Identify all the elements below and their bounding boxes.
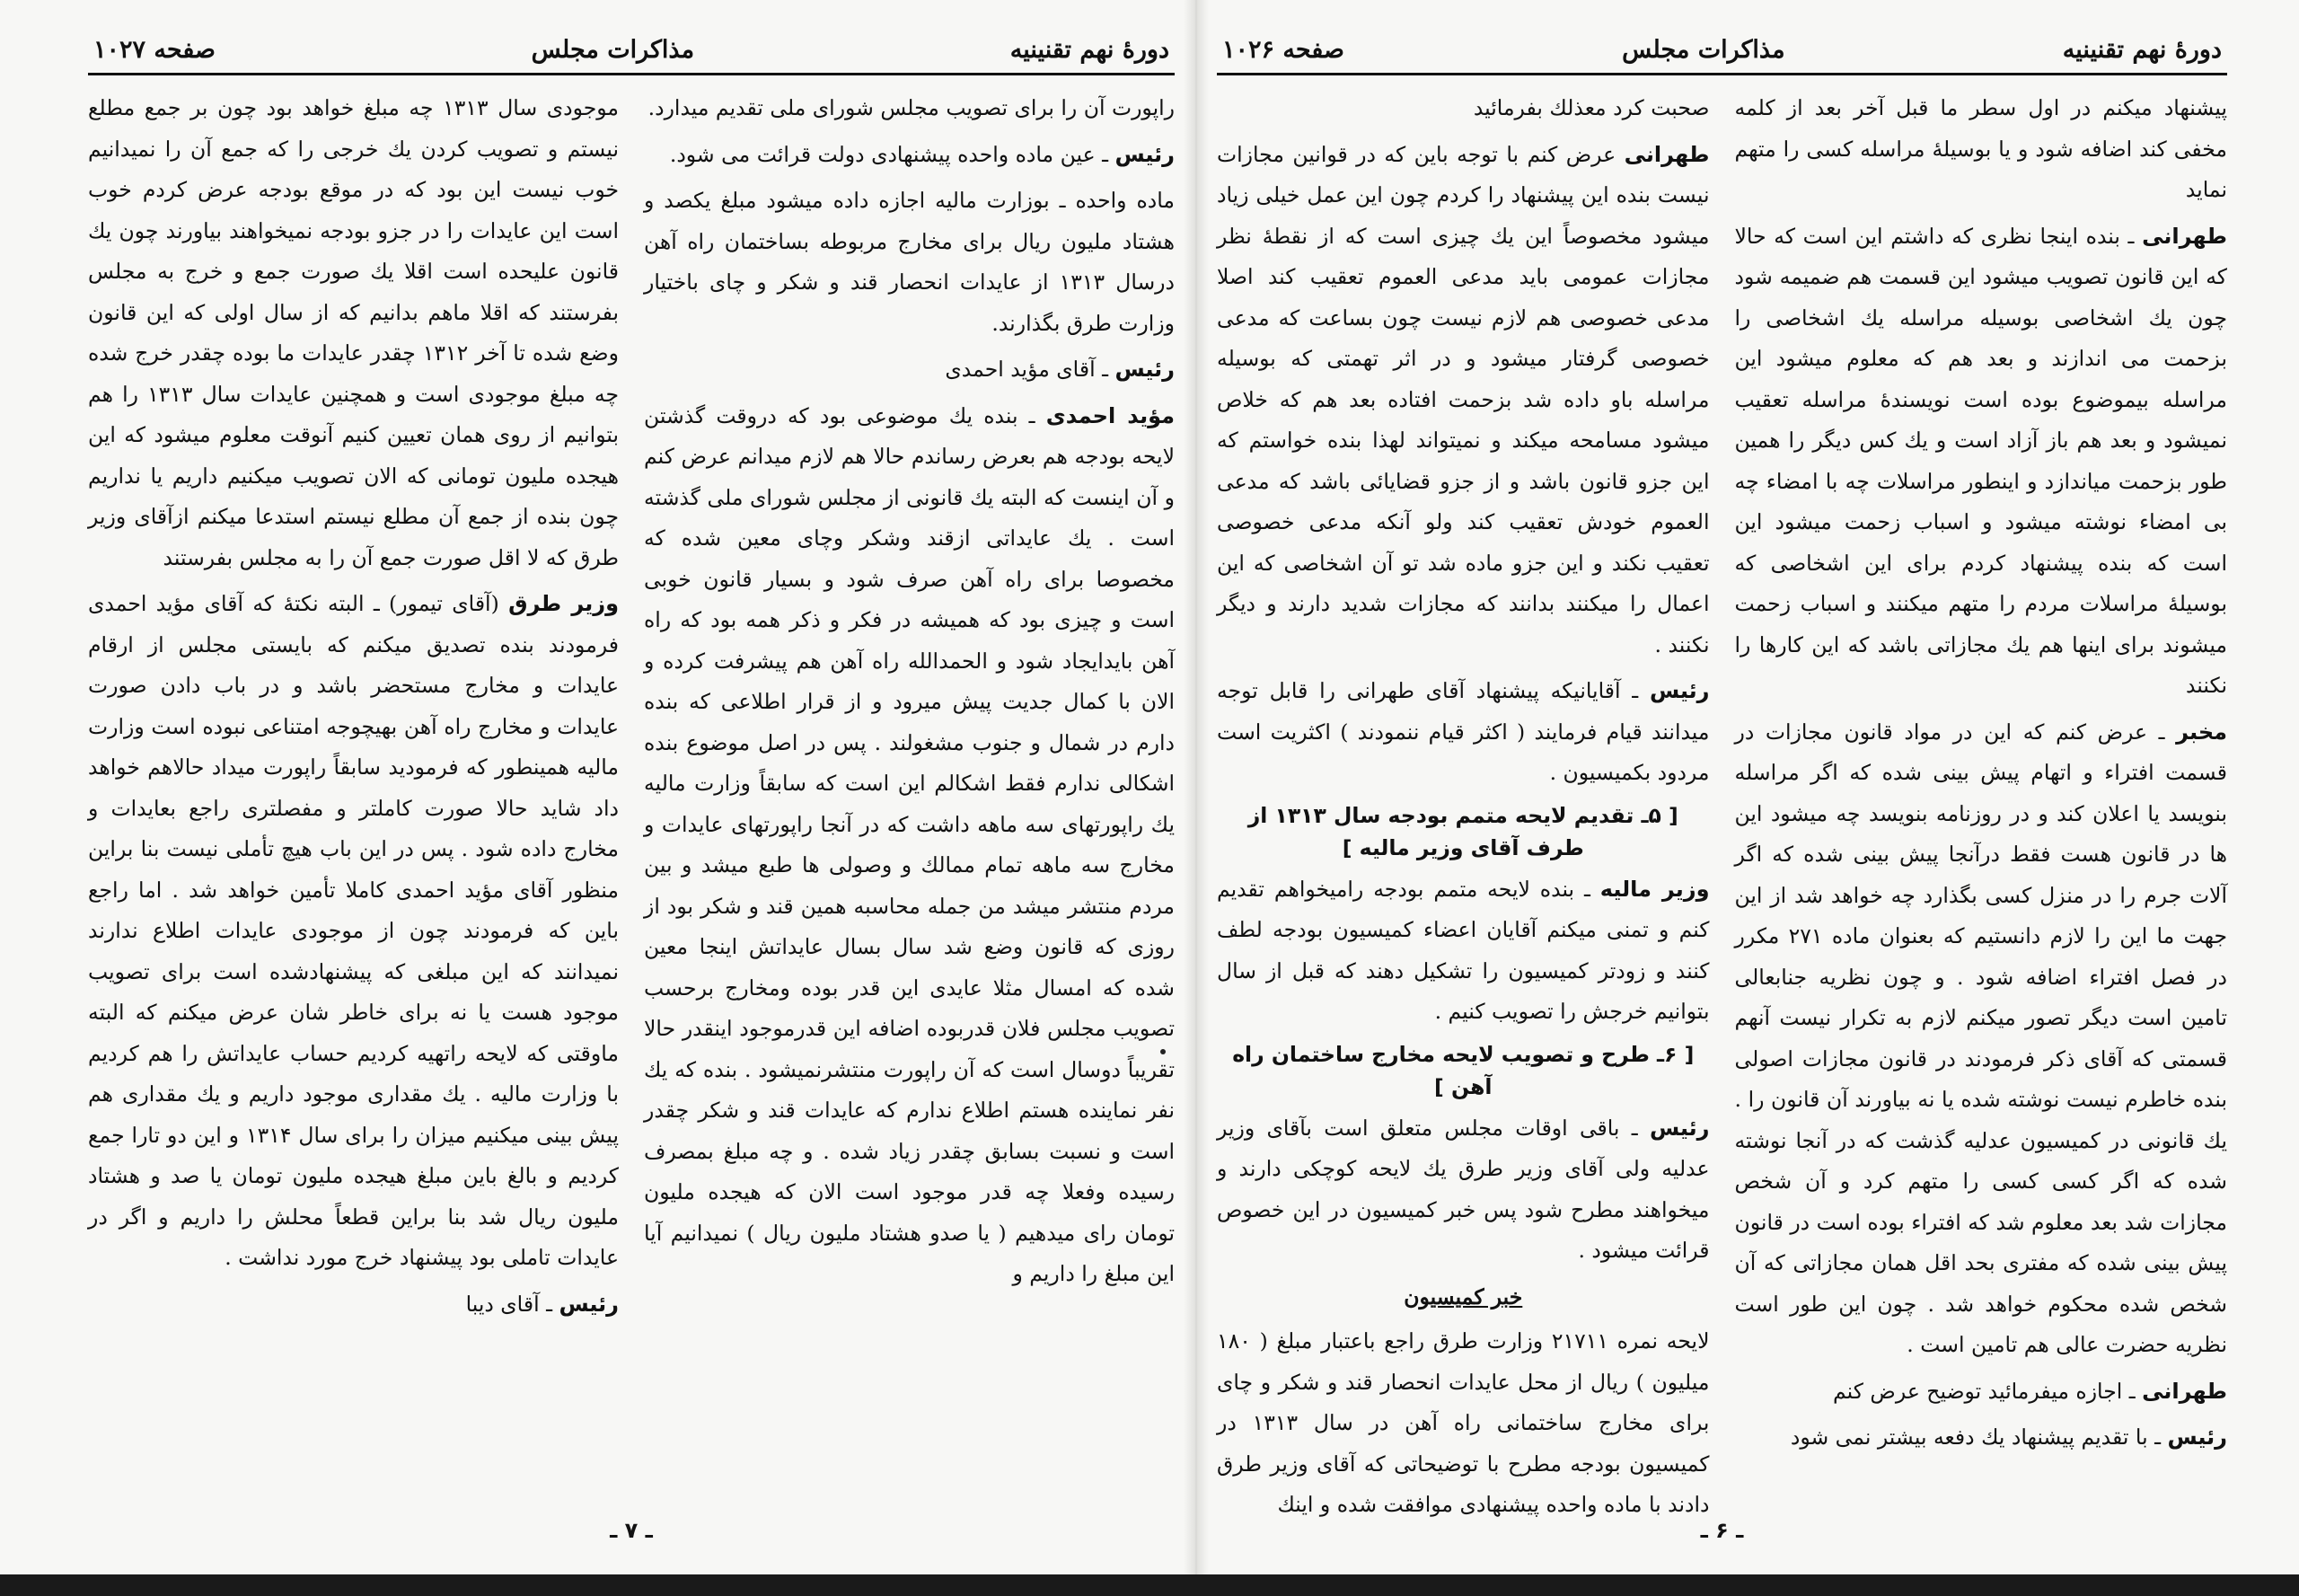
paragraph — [644, 181, 1175, 344]
paragraph-text: ـ عین ماده واحده پیشنهادی دولت قرائت می شود. — [669, 141, 1115, 167]
paragraph — [1735, 1417, 2228, 1459]
speaker-name: رئیس — [1114, 357, 1175, 382]
paragraph — [88, 88, 619, 578]
paragraph-text: پیشنهاد میکنم در اول سطر ما قبل آخر بعد از کلمه مخفی کند اضافه شود و یا بوسیلهٔ مراسله کسی را متهم نماید — [1734, 95, 2227, 202]
speaker-name: رئیس — [1114, 141, 1175, 167]
page-right — [1217, 27, 2227, 1554]
book-gutter — [1184, 0, 1209, 1581]
paragraph-text: (آقای تیمور) ـ البته نکتهٔ که آقای مؤید احمدی فرمودند بنده تصدیق میکنم که بایستی مجلس از ارقام عایدات و مخارج مستحضر باشد و در باب دادن صورت عایدات و مخارج راه آهن بهیچوجه امتناعی نبوده است وزارت مالیه همینطور که فرمودید سابقاً راپورت میداد حالاهم خواهد داد شاید حالا صورت کاملتر و مفصلتری راجع بعایدات و مخارج داده شود . پس در این باب هیچ تأملی نیست بنا براین منظور آقای مؤید احمدی کاملا تأمین خواهد شد . اما راجع باین که فرمودند چون از موجودی عایدات اطلاع ندارند نمیدانند که این مبلغی که پیشنهادشده است برای تصویب موجود هست یا نه برای خاطر شان عرض میکنم که البته ماوقتی که لایحه راتهیه کردیم حساب عایداتش را هم کردیم با وزارت مالیه . یك مقداری موجود داریم و یك مقداری هم پیش بینی میکنیم میزان را برای سال ۱۳۱۴ و این دو تارا جمع کردیم و بالغ باین مبلغ هیجده ملیون تومان یا صد و هشتاد ملیون ریال شد بنا براین قطعاً محلش را داریم و اگر در عایدات تاملی بود پیشنهاد خرج مورد نداشت . — [88, 591, 620, 1270]
paragraph — [88, 1284, 619, 1326]
paragraph — [1217, 869, 1710, 1033]
paragraph-text: صحبت کرد معذلك بفرمائید — [1473, 95, 1710, 120]
page-header — [1217, 27, 2227, 75]
scan-speck — [1160, 1049, 1166, 1054]
paragraph — [1217, 1108, 1710, 1272]
speaker-name: وزیر مالیه — [1599, 876, 1710, 902]
text-columns — [1217, 88, 2227, 1517]
paragraph — [644, 88, 1175, 129]
page-header — [88, 27, 1175, 75]
paragraph-text: ـ بنده اینجا نظری که داشتم این است که حالا که این قانون تصویب میشود این قسمت هم ضمیمه شود چون یك اشخاصی بوسیله مراسله یك اشخاصی را بزحمت می اندازند و بعد هم که معلوم میشود این مراسله بیموضوع بوده است نویسندهٔ مراسله تعقیب نمیشود و بعد هم باز آزاد است و یك کس دیگر را همین طور بزحمت میاندازد و اینطور مراسلات چه با امضاء چه بی امضاء نوشته میشود و اسباب زحمت میشود این است که بنده پیشنهاد کردم برای این اشخاصی که بوسیلهٔ مراسلات مردم را متهم میکنند و اسباب زحمت میشوند برای اینها هم یك مجازاتی باشد که این کارها را نکنند — [1734, 223, 2227, 698]
paragraph — [1217, 88, 1710, 129]
header-title: مذاکرات مجلس — [1622, 36, 1785, 64]
speaker-name: طهرانی — [2142, 223, 2227, 249]
paragraph-text: ـ اجازه میفرمائید توضیح عرض کنم — [1833, 1378, 2143, 1404]
paragraph — [644, 349, 1175, 391]
speaker-name: رئیس — [1649, 1115, 1710, 1141]
speaker-name: رئیس — [559, 1291, 619, 1317]
speaker-name: رئیس — [1649, 678, 1710, 703]
paragraph-text: ـ آقایانیکه پیشنهاد آقای طهرانی را قابل توجه میدانند قیام فرمایند ( اکثر قیام ننمودند ) اکثریت است مردود بکمیسیون . — [1217, 678, 1710, 785]
paragraph-text: موجودی سال ۱۳۱۳ چه مبلغ خواهد بود چون بر جمع مطلع نیستم و تصویب کردن یك خرجی را که جمع آن را نمیدانیم خوب نیست این بود که در موقع بودجه عرض کردم خوب است این عایدات را در جزو بودجه نمیخواهند بیاورند چون یك قانون علیحده است اقلا یك صورت جمع و خرج به مجلس بفرستند که اقلا ماهم بدانیم که از سال اولی که این قانون وضع شده تا آخر ۱۳۱۲ چقدر عایدات ما بوده چقدر خرج شده چه مبلغ موجودی است و همچنین عایدات سال ۱۳۱۳ را هم بتوانیم از روی همان تعیین کنیم آنوقت معلوم میشود که این هیجده ملیون تومانی که الان تصویب میکنیم داریم یا نداریم چون بنده از جمع آن مطلع نیستم استدعا میکنم ازآقای وزیر طرق که لا اقل صورت جمع آن را به مجلس بفرستند — [88, 95, 619, 570]
speaker-name: مؤید احمدی — [1045, 402, 1175, 428]
header-page-number: صفحه ۱۰۲۷ — [93, 36, 216, 64]
section-heading: [ ۶ـ طرح و تصویب لایحه مخارج ساختمان راه آهن ] — [1232, 1041, 1695, 1099]
page-footer-number: ـ ۶ ـ — [1700, 1518, 1744, 1543]
paragraph — [644, 135, 1175, 176]
section-heading: [ ۵ـ تقدیم لایحه متمم بودجه سال ۱۳۱۳ از طرف آقای وزیر مالیه ] — [1247, 802, 1678, 860]
paragraph-text: ـ عرض کنم که این در مواد قانون مجازات در قسمت افتراء و اتهام پیش بینی شده که اگر مراسله بنویسد یا اعلان کند و در روزنامه بنویسد چه میشود این ها در قانون هست فقط درآنجا پیش بینی شده که اگر آلات جرم را در منزل کسی بگذارد چه خواهد شد از این جهت ما این را لازم دانستیم که بعنوان ماده ۲۷۱ مکرر در فصل افتراء اضافه شود . و چون نظریه جنابعالی تامین است دیگر تصور میکنم لازم به تکرار نیست آنهم قسمتی که آقای ذکر فرمودند در قانون مجازات اصولی بنده خاطرم نیست نوشته شده یا نه بیاورند آن قانون را . یك قانونی در کمیسیون عدلیه گذشت که در آنجا نوشته شده که اگر کسی کسی را متهم کرد و آن شخص مجازات شد بعد معلوم شد که افتراء بوده است در قانون پیش بینی شده که مفتری بحد اقل همان مجازاتی که آن شخص شده محکوم خواهد شد . چون این طور است نظریه حضرت عالی هم تامین است . — [1734, 719, 2227, 1357]
paragraph-text: ـ باقی اوقات مجلس متعلق است بآقای وزیر عدلیه ولی آقای وزیر طرق یك لایحه کوچکی دارند و میخواهند مطرح شود پس خبر کمیسیون در این خصوص قرائت میشود . — [1217, 1115, 1710, 1263]
page-left — [88, 27, 1175, 1554]
scan-bottom-edge — [0, 1574, 2299, 1596]
paragraph — [1735, 88, 2228, 211]
speaker-name: طهرانی — [2142, 1378, 2227, 1404]
header-session: دورهٔ نهم تقنینیه — [1009, 36, 1169, 64]
paragraph — [1217, 671, 1710, 794]
speaker-name: مخبر — [2176, 719, 2227, 745]
paragraph-text: لایحه نمره ۲۱۷۱۱ وزارت طرق راجع باعتبار مبلغ ( ۱۸۰ میلیون ) ریال از محل عایدات انحصار قند و شکر و چای برای مخارج ساختمانی راه آهن در سال ۱۳۱۳ در کمیسیون بودجه مطرح با توضیحاتی که آقای وزیر طرق دادند با ماده واحده پیشنهادی موافقت شده و اینك — [1217, 1328, 1710, 1517]
subheading: خبر کمیسیون — [1404, 1283, 1523, 1309]
paragraph-text: ـ بنده یك موضوعی بود که دروقت گذشتن لایحه بودجه هم بعرض رساندم حالا هم لازم میدانم عرض کنم و آن اینست که البته یك قانونی از مجلس شورای ملی گذشته است . یك عایداتی ازقند وشکر وچای معین شده که مخصوصا برای راه آهن صرف شود و بسیار قانون خوبی است و چیزی بود که همیشه در فکر و ذکر همه بود که راه آهن بایدایجاد شود و الحمدالله راه آهن هم پیشرفت کرده و الان با کمال جدیت پیش میرود و از قرار اطلاعی که بنده دارم در شمال و جنوب مشغولند . پس در اصل موضوع بنده اشکالی ندارم فقط اشکالم این است که سابقاً وزارت مالیه یك راپورتهای سه ماهه داشت که در آنجا راپورتهای عایدات و مخارج سه ماهه تمام ممالك و وصولی ها طبع میشد و بین مردم منتشر میشد من جمله محاسبه همین قند و شکر بود از روزی که قانون وضع شد سال بسال عایداتش اینجا معین شده که امسال مثلا عایدی این قدر بوده ومخارج برحسب تصویب مجلس فلان قدربوده اضافه این قدرموجود اینقدر حالا تقریباً دوسال است که آن راپورت منتشرنمیشود . بنده که یك نفر نماینده هستم اطلاع ندارم که عایدات قند و شکر چقدر است و نسبت بسابق چقدر زیاد شده . و چه مبلغ بمصرف رسیده وفعلا چه قدر موجود است الان که هیجده ملیون تومان رای میدهیم ( یا صدو هشتاد ملیون ریال ) نمیدانیم آیا این مبلغ را داریم و — [644, 402, 1175, 1286]
paragraph-text: عرض کنم با توجه باین که در قوانین مجازات نیست بنده این پیشنهاد را کردم چون این عمل خیلی زیاد میشود مخصوصاً این یك چیزی است که از نقطهٔ نظر مجازات عمومی باید مدعی العموم تعقیب کند اصلا مدعی خصوصی هم لازم نیست چون بساعت که مدعی خصوصی گرفتار میشود و در اثر تهمتی که بوسیله مراسله باو داده شد بزحمت افتاده بعد هم که خلاص میشود مسامحه میکند و نمیتواند لهذا بنده خواستم که این جزو قانون باشد و از جزو قضایائی باشد که مدعی العموم خودش تعقیب کند ولو آنکه مدعی خصوصی تعقیب نکند و این جزو ماده شد تو آن اشخاصی که این اعمال را میکنند بدانند که مجازات شدید دارند و دیگر نکنند . — [1217, 141, 1710, 657]
paragraph — [1735, 1371, 2228, 1413]
speaker-name: طهرانی — [1624, 141, 1710, 167]
paragraph-text: ـ با تقدیم پیشنهاد یك دفعه بیشتر نمی شود — [1790, 1424, 2168, 1450]
column-left — [88, 88, 619, 1500]
paragraph-text: ـ آقای دیبا — [465, 1291, 559, 1317]
header-session: دورهٔ نهم تقنینیه — [2062, 36, 2222, 64]
header-page-number: صفحه ۱۰۲۶ — [1222, 36, 1344, 64]
header-title: مذاکرات مجلس — [531, 36, 695, 64]
speaker-name: وزیر طرق — [508, 591, 619, 616]
paragraph-text: ماده واحده ـ بوزارت مالیه اجازه داده میشود مبلغ یکصد و هشتاد ملیون ریال برای مخارج مربوطه بساختمان راه آهن درسال ۱۳۱۳ از عایدات انحصار قند و شکر و چای باختیار وزارت طرق بگذارند. — [644, 188, 1175, 336]
paragraph-text: ـ بنده لایحه متمم بودجه رامیخواهم تقدیم کنم و تمنی میکنم آقایان اعضاء کمیسیون بودجه لطف کنند و زودتر کمیسیون را تشکیل دهند که قبل از سال بتوانیم خرجش را تصویب کنیم . — [1217, 876, 1710, 1024]
paragraph-text: ـ آقای مؤید احمدی — [945, 357, 1115, 382]
paragraph — [1217, 135, 1710, 666]
paragraph-text: راپورت آن را برای تصویب مجلس شورای ملی تقدیم میدارد. — [647, 95, 1175, 120]
column-right — [1735, 88, 2228, 1500]
column-left — [1217, 88, 1710, 1517]
column-right — [644, 88, 1175, 1500]
paragraph — [88, 584, 619, 1279]
paragraph — [1217, 1321, 1710, 1526]
text-columns — [88, 88, 1175, 1500]
page-footer-number: ـ ۷ ـ — [610, 1518, 653, 1543]
paragraph — [644, 396, 1175, 1295]
speaker-name: رئیس — [2167, 1424, 2227, 1450]
paragraph — [1735, 712, 2228, 1366]
paragraph — [1735, 216, 2228, 707]
